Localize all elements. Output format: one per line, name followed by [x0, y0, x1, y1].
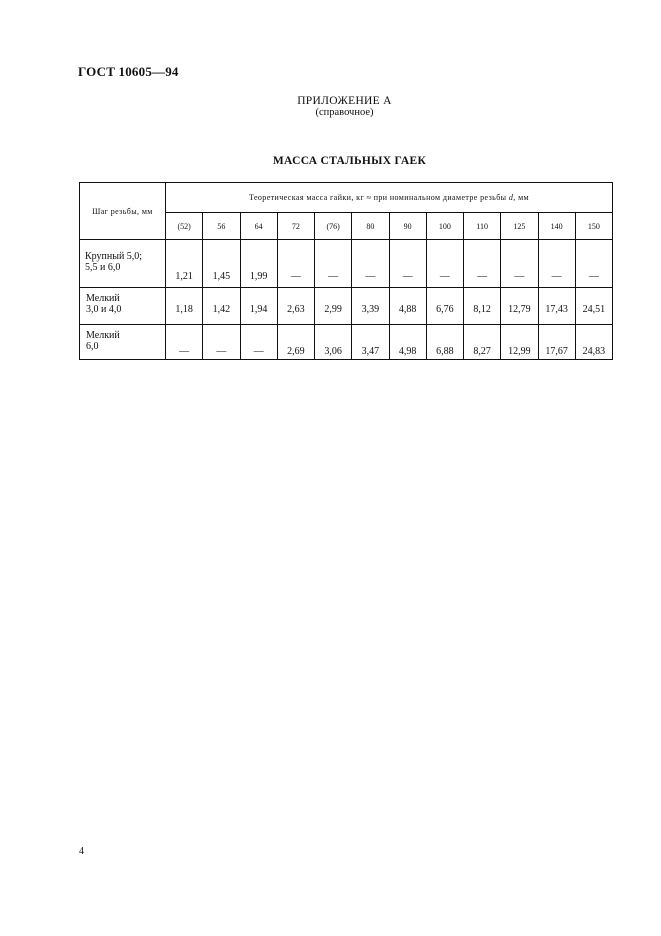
mass-cell: —: [501, 240, 538, 288]
appendix-subtitle: (справочное): [315, 107, 374, 118]
mass-cell: —: [166, 325, 203, 360]
table-row: [80, 240, 613, 288]
diameter-header: 110: [464, 213, 501, 240]
span-header-mid: при номинальном диаметре резьбы: [373, 193, 507, 202]
approx-sign: ≈: [366, 193, 372, 202]
mass-cell: —: [277, 240, 314, 288]
table-row: [80, 325, 613, 360]
mass-cell: 3,47: [352, 325, 389, 360]
mass-cell: 1,45: [203, 240, 240, 288]
diameter-symbol: d,: [508, 193, 516, 202]
mass-cell: —: [464, 240, 501, 288]
pitch-cell: [80, 325, 166, 360]
mass-cell: 12,79: [501, 288, 538, 325]
mass-cell: 4,88: [389, 288, 426, 325]
nut-mass-table: [79, 182, 613, 360]
mass-cell: —: [426, 240, 463, 288]
pitch-line: Крупный 5,0;: [85, 251, 143, 262]
mass-cell: —: [389, 240, 426, 288]
diameter-header: 56: [203, 213, 240, 240]
mass-cell: 6,88: [426, 325, 463, 360]
diameter-header: 90: [389, 213, 426, 240]
mass-cell: 12,99: [501, 325, 538, 360]
table-title: МАССА СТАЛЬНЫХ ГАЕК: [272, 155, 427, 167]
diameter-header: 72: [277, 213, 314, 240]
diameter-header: 80: [352, 213, 389, 240]
mass-cell: 1,42: [203, 288, 240, 325]
pitch-cell: [80, 288, 166, 325]
mass-cell: 1,99: [240, 240, 277, 288]
mass-cell: 2,63: [277, 288, 314, 325]
span-header-text: Теоретическая масса гайки, кг: [248, 193, 365, 202]
mass-cell: 6,76: [426, 288, 463, 325]
mass-cell: 24,83: [575, 325, 612, 360]
stub-header: Шаг резьбы, мм: [80, 183, 166, 240]
document-code: ГОСТ 10605—94: [78, 64, 179, 79]
mass-cell: 17,67: [538, 325, 575, 360]
mass-cell: 1,21: [166, 240, 203, 288]
mass-cell: —: [538, 240, 575, 288]
pitch-line: 6,0: [86, 341, 99, 352]
diameter-header: (52): [166, 213, 203, 240]
table-row: [80, 288, 613, 325]
mass-cell: —: [240, 325, 277, 360]
pitch-line: 5,5 и 6,0: [85, 262, 121, 273]
diameter-header: 125: [501, 213, 538, 240]
appendix-title: ПРИЛОЖЕНИЕ А: [297, 95, 392, 107]
page-number: 4: [79, 846, 84, 857]
mass-cell: —: [575, 240, 612, 288]
mass-cell: 1,94: [240, 288, 277, 325]
mass-cell: —: [315, 240, 352, 288]
diameter-header: 150: [575, 213, 612, 240]
mass-cell: —: [352, 240, 389, 288]
diameter-header: 100: [426, 213, 463, 240]
span-header-unit: мм: [518, 193, 530, 202]
mass-cell: 8,12: [464, 288, 501, 325]
mass-cell: 24,51: [575, 288, 612, 325]
mass-cell: 8,27: [464, 325, 501, 360]
diameter-header: (76): [315, 213, 352, 240]
diameter-header: 64: [240, 213, 277, 240]
span-header: [166, 183, 613, 213]
appendix-heading: [0, 95, 661, 119]
mass-cell: 4,98: [389, 325, 426, 360]
mass-cell: 2,99: [315, 288, 352, 325]
mass-cell: 2,69: [277, 325, 314, 360]
mass-cell: 17,43: [538, 288, 575, 325]
pitch-cell: [80, 240, 166, 288]
mass-cell: 1,18: [166, 288, 203, 325]
mass-cell: 3,06: [315, 325, 352, 360]
mass-cell: —: [203, 325, 240, 360]
pitch-line: Мелкий: [86, 330, 120, 341]
pitch-line: 3,0 и 4,0: [86, 304, 122, 315]
mass-cell: 3,39: [352, 288, 389, 325]
diameter-header: 140: [538, 213, 575, 240]
pitch-line: Мелкий: [86, 293, 120, 304]
